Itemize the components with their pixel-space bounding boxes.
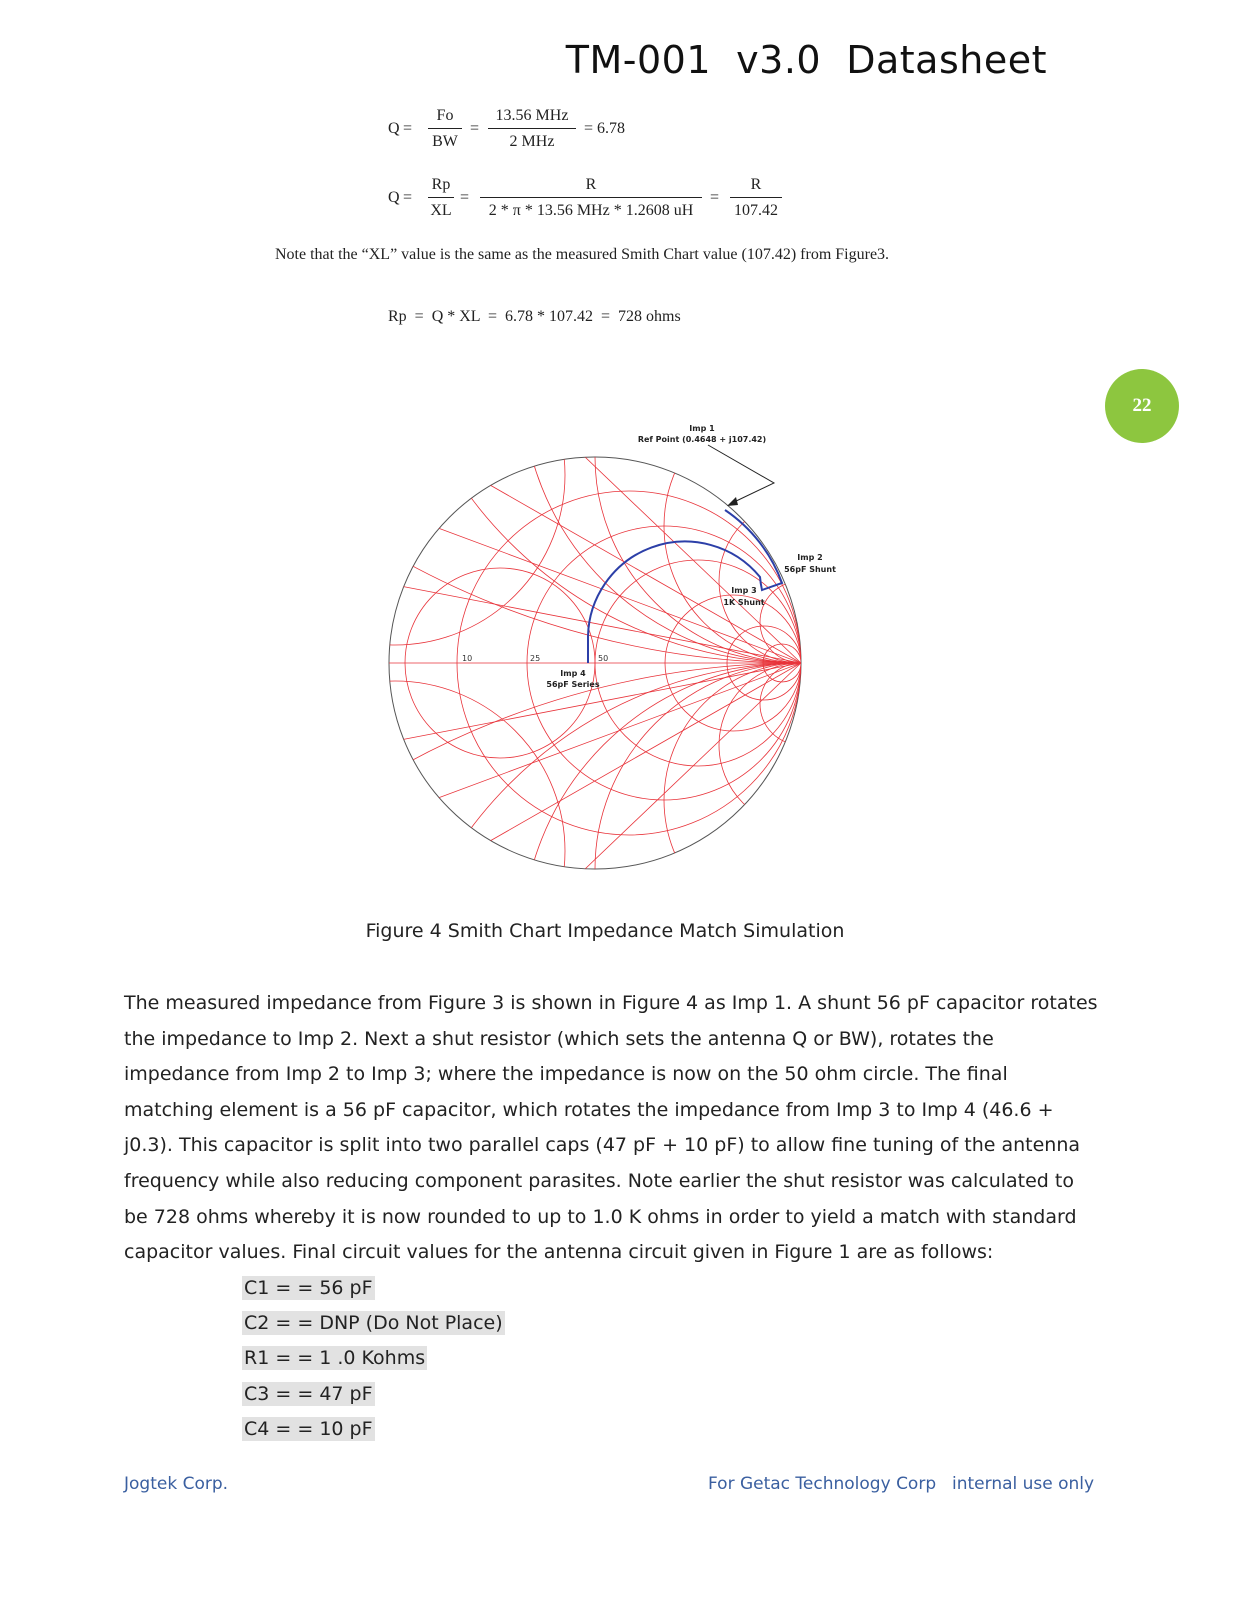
reactance-arc — [522, 663, 850, 885]
imp2-subtitle: 56pF Shunt — [784, 565, 836, 574]
eq1-result: = 6.78 — [584, 120, 626, 137]
page-number-badge: 22 — [1105, 369, 1179, 443]
document-title: TM-001 v3.0 Datasheet — [565, 38, 1047, 82]
imp4-subtitle: 56pF Series — [546, 680, 600, 689]
smith-chart — [370, 415, 850, 885]
reactance-arc — [370, 415, 850, 663]
grid-ray — [395, 663, 801, 741]
eq2-fraction-b: R 2 * π * 13.56 MHz * 1.2608 uH — [480, 176, 702, 220]
imp3-subtitle: 1K Shunt — [723, 598, 765, 607]
body-paragraph: The measured impedance from Figure 3 is shown in Figure 4 as Imp 1. A shunt 56 pF capacitor rotates the impedance to Imp 2. Next a shut resistor (which sets the antenna Q or BW), rotates the impedance from Imp 2 to Imp 3; where the impedance is now on the 50 ohm circle. The final matching element is a 56 pF capacitor, which rotates the impedance from Imp 3 to Imp 4 (46.6 + j0.3). This capacitor is split into two parallel caps (47 pF + 10 pF) to allow fine tuning of the antenna frequency while also reducing component parasites. Note earlier the shut resistor was calculated to be 728 ohms whereby it is now rounded to up to 1.0 K ohms in order to yield a match with standard capacitor values. Final circuit values for the antenna circuit given in Figure 1 are as follows: — [124, 992, 1098, 1264]
reactance-arc — [595, 663, 850, 885]
imp3-title: Imp 3 — [731, 586, 757, 595]
reactance-arc — [370, 663, 850, 885]
imp1-title: Imp 1 — [689, 424, 715, 433]
equation-q-reactance: Q = Rp XL = R 2 * π * 13.56 MHz * 1.2608 uH = R 107.42 — [388, 174, 788, 224]
axis-label-50: 50 — [598, 654, 609, 663]
axis-label-10: 10 — [462, 654, 473, 663]
imp1-arrowhead — [727, 497, 738, 506]
value-c1: C1 = = 56 pF — [244, 1277, 373, 1299]
value-c4: C4 = = 10 pF — [244, 1418, 373, 1440]
eq1-fraction-a: Fo BW — [428, 107, 462, 151]
imp1-callout-line — [708, 445, 774, 503]
axis-label-25: 25 — [530, 654, 541, 663]
eq2-lhs: Q — [388, 189, 400, 206]
figure-caption: Figure 4 Smith Chart Impedance Match Simulation — [365, 920, 845, 942]
admittance-arc — [370, 415, 565, 645]
smith-grid — [370, 415, 850, 885]
footer-customer: For Getac Technology Corp — [708, 1474, 937, 1494]
eq1-lhs: Q — [388, 120, 400, 137]
footer-confidentiality: internal use only — [952, 1474, 1095, 1494]
footer-company: Jogtek Corp. — [124, 1474, 229, 1494]
note-text: Note that the “XL” value is the same as the measured Smith Chart value (107.42) from Figure3. — [275, 246, 890, 263]
value-c2: C2 = = DNP (Do Not Place) — [244, 1312, 503, 1334]
reactance-arc — [522, 415, 850, 663]
grid-ray — [490, 485, 801, 663]
eq2-fraction-a: Rp XL — [428, 176, 454, 220]
imp2-title: Imp 2 — [797, 553, 823, 562]
value-c3: C3 = = 47 pF — [244, 1383, 373, 1405]
eq2-fraction-c: R 107.42 — [730, 176, 782, 220]
value-r1: R1 = = 1 .0 Kohms — [244, 1347, 426, 1369]
equation-rp: Rp = Q * XL = 6.78 * 107.42 = 728 ohms — [388, 308, 681, 325]
reactance-arc — [664, 663, 850, 885]
equation-q-bandwidth: Q = Fo BW = 13.56 MHz 2 MHz = 6.78 — [388, 107, 626, 150]
imp1-subtitle: Ref Point (0.4648 + j107.42) — [637, 435, 767, 444]
grid-ray — [490, 663, 801, 841]
eq1-fraction-b: 13.56 MHz 2 MHz — [488, 107, 576, 151]
reactance-arc — [389, 415, 850, 663]
imp4-title: Imp 4 — [560, 669, 586, 678]
